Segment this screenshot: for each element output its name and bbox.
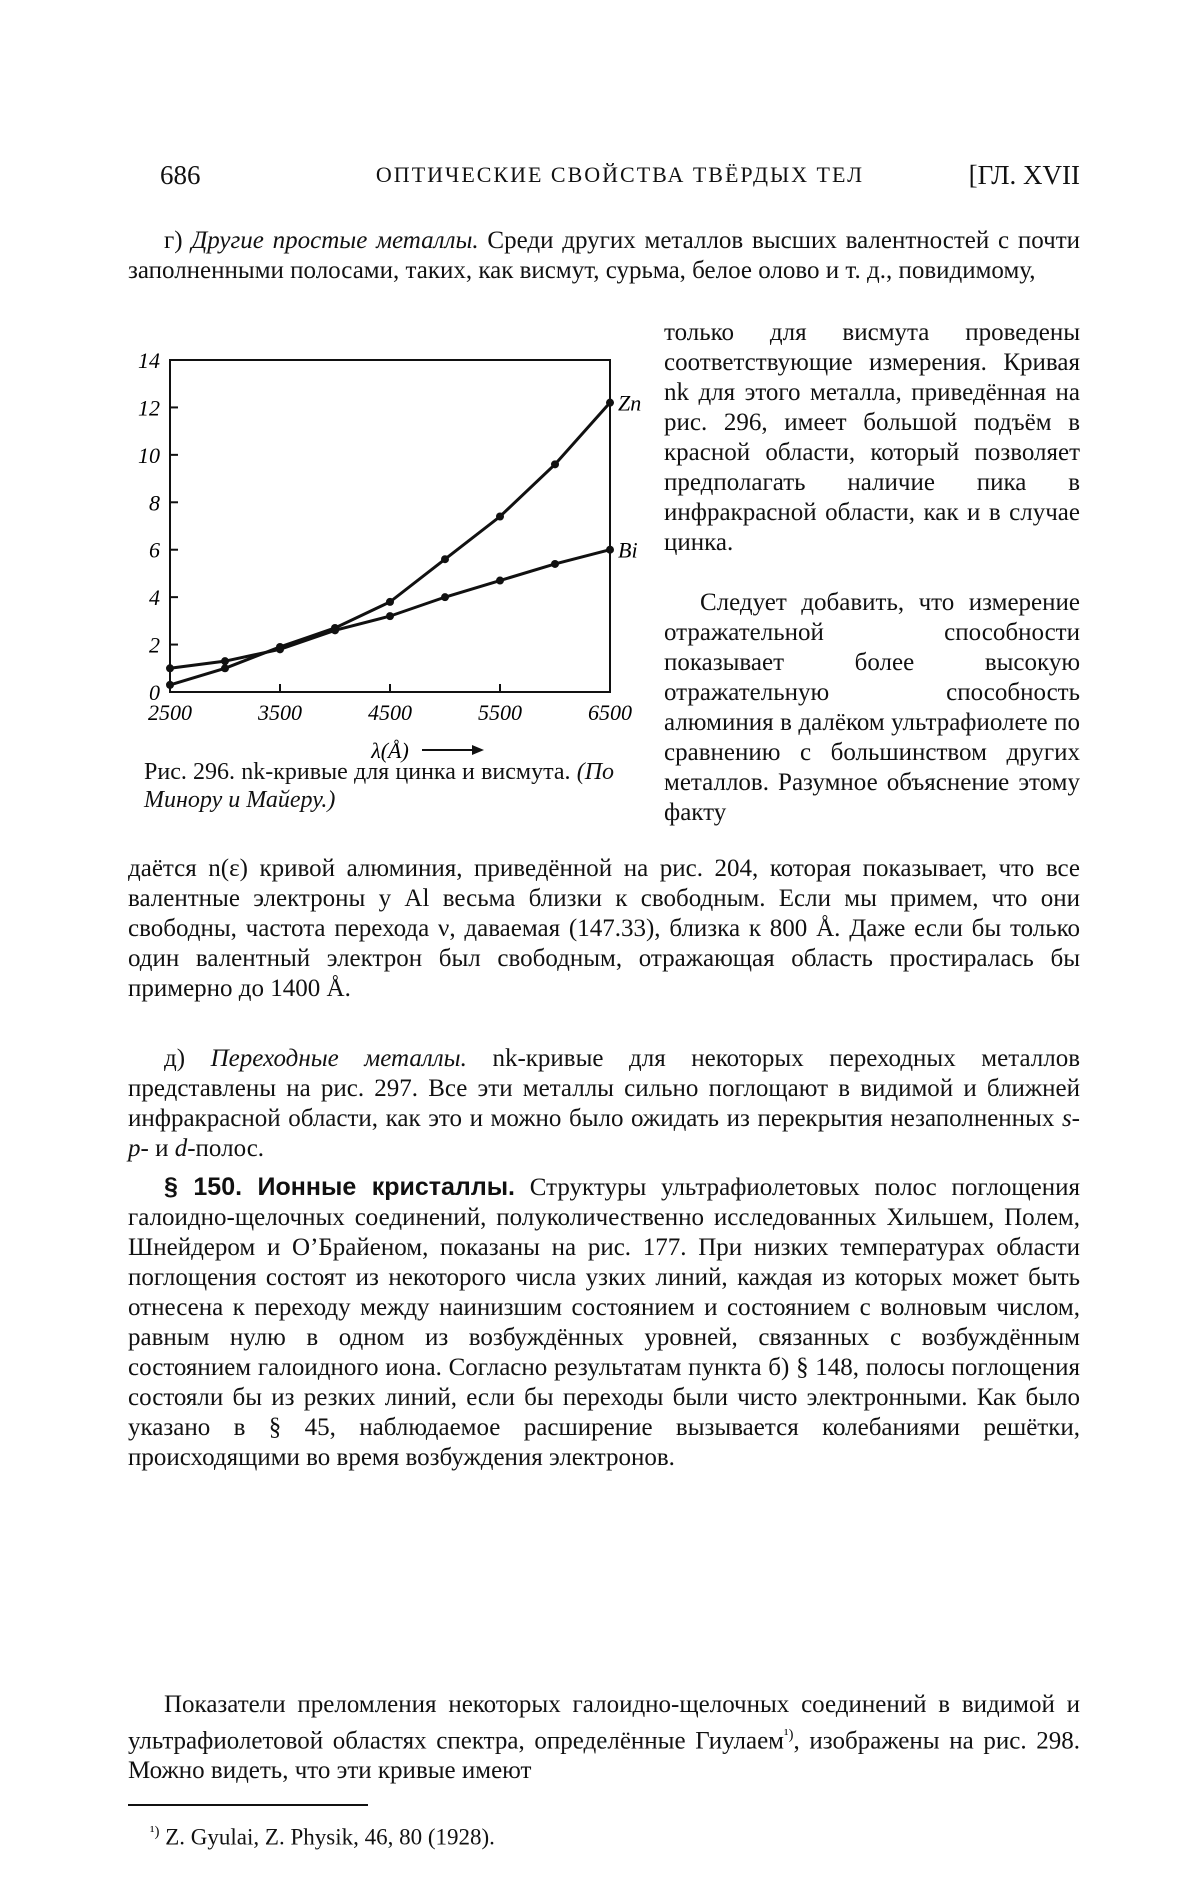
section-d-heading: Переходные металлы. <box>210 1045 467 1072</box>
y-tick-label: 14 <box>138 348 160 373</box>
y-tick-label: 8 <box>149 490 160 516</box>
figure-caption <box>144 758 614 814</box>
data-point-bi <box>166 664 174 672</box>
chapter-label: [ГЛ. XVII <box>968 160 1080 190</box>
data-point-zn <box>221 664 229 672</box>
y-tick-label: 10 <box>138 442 160 468</box>
data-point-bi <box>386 612 394 620</box>
paragraph-reflectivity-column: Следует добавить, что измерение отражательной способности показывает более высокую отражательную способность алюминия в далёком ультрафиолете по сравнению с большинством других металлов. Разумное объяснение этому факту <box>664 589 1080 826</box>
data-point-bi <box>276 645 284 653</box>
section-d-text: nk-кривые для некоторых переходных металлов представлены на рис. 297. Все эти металлы сильно поглощают в видимой и ближней инфракрасной области, как это и можно было ожидать из перекрытия незаполненных <box>128 1045 1081 1132</box>
section-g-column-text: только для висмута проведены соответствующие измерения. Кривая nk для этого металла, приведённая на рис. 296, имеет большой подъём в красной области, который позволяет предполагать наличие пика в инфракрасной области, как и в случае цинка. <box>664 319 1080 556</box>
x-axis-label: λ(Å) <box>371 738 409 763</box>
x-axis-arrowhead <box>472 745 484 755</box>
footnote-mark: ¹) <box>150 1824 160 1840</box>
y-tick-label: 12 <box>138 395 160 421</box>
figure-296 <box>120 340 642 763</box>
footnote-text: Z. Gyulai, Z. Physik, 46, 80 (1928). <box>165 1824 495 1850</box>
paragraph-refractive-index: Показатели преломления некоторых галоидно-щелочных соединений в видимой и ультрафиолетовой областях спектра, определённые Гиулаем$^{^1)}$, изображены на рис. 298. Можно видеть, что эти кривые имеют <box>128 1691 1081 1785</box>
series-line-zn <box>170 403 610 685</box>
footnote <box>150 1818 495 1852</box>
footnote-rule <box>128 1804 368 1806</box>
section-g-full-text: Среди других металлов высших валентностей с почти заполненными полосами, таких, как висмут, сурьма, белое олово и т. д., повидимому, <box>128 227 1080 284</box>
data-point-zn <box>551 460 559 468</box>
plot-frame <box>170 360 610 692</box>
data-point-bi <box>331 626 339 634</box>
paragraph-reflectivity-full: даётся n(ε) кривой алюминия, приведённой на рис. 204, которая показывает, что все валентные электроны у Al весьма близки к свободным. Если мы примем, что они свободны, частота перехода ν, даваемая (147.33), близка к 800 Å. Даже если бы только один валентный электрон был свободным, отражающая область простиралась бы примерно до 1400 Å. <box>128 855 1080 1002</box>
section-g-intro <box>128 226 1080 320</box>
y-tick-label: 4 <box>149 585 160 611</box>
x-tick-label: 6500 <box>588 700 632 725</box>
data-point-bi <box>221 657 229 665</box>
y-tick-label: 0 <box>149 680 160 705</box>
section-150-text: Структуры ультрафиолетовых полос поглощения галоидно-щелочных соединений, полуколичественно исследованных Хильшем, Полем, Шнейдером и О’Брайеном, показаны на рис. 177. При низких температурах области поглощения состоят из некоторого числа узких линий, каждая из которых может быть отнесена к переходу между наинизшим состоянием и состоянием с волновым числом, равным нулю в одном из возбуждённых уровней, связанных с возбуждённым состоянием галоидного иона. Согласно результатам пункта б) § 148, полосы поглощения состояли бы из резких линий, если бы переходы были чисто электронными. Как было указано в § 45, наблюдаемое расширение вызывается колебаниями решётки, происходящими во время возбуждения электронов. <box>128 1174 1080 1471</box>
data-point-bi <box>496 577 504 585</box>
series-label: Bi <box>618 537 638 563</box>
section-g-marker: г) <box>164 227 183 254</box>
section-d-marker: д) <box>164 1045 186 1072</box>
nk-chart <box>120 340 642 763</box>
series-line-bi <box>170 550 610 669</box>
caption-source: (По Минору и Майеру.) <box>144 759 615 813</box>
section-d: д) Переходные металлы. nk-кривые для некоторых переходных металлов представлены на рис. 297. Все эти металлы сильно поглощают в видимой и ближней инфракрасной области, как это и можно было ожидать из перекрытия незаполненных s-p- и d-полос. <box>128 1045 1081 1162</box>
term-d: d- <box>174 1135 196 1162</box>
data-point-bi <box>441 593 449 601</box>
x-tick-label: 5500 <box>478 700 522 725</box>
footnote-ref: ¹) <box>784 1727 794 1743</box>
page-header <box>160 160 1080 200</box>
data-point-zn <box>496 513 504 521</box>
x-tick-label: 3500 <box>258 700 302 725</box>
data-point-bi <box>551 560 559 568</box>
caption-number: Рис. 296. <box>144 759 236 785</box>
term-sp: s-p- <box>128 1105 1080 1162</box>
y-tick-label: 6 <box>149 537 160 563</box>
data-point-zn <box>606 399 614 407</box>
data-point-zn <box>441 555 449 563</box>
data-point-bi <box>606 546 614 554</box>
data-point-zn <box>166 681 174 689</box>
section-150-heading: § 150. Ионные кристаллы. <box>164 1173 515 1201</box>
section-g-heading: Другие простые металлы. <box>191 227 479 254</box>
section-150 <box>128 1172 1080 1473</box>
caption-text: nk-кривые для цинка и висмута. <box>241 759 571 785</box>
data-point-zn <box>386 598 394 606</box>
running-title: ОПТИЧЕСКИЕ СВОЙСТВА ТВЁРДЫХ ТЕЛ <box>375 162 865 187</box>
page-number: 686 <box>160 160 201 190</box>
x-tick-label: 2500 <box>148 700 192 725</box>
series-label: Zn <box>618 390 642 416</box>
x-tick-label: 4500 <box>368 700 412 725</box>
y-tick-label: 2 <box>149 632 160 658</box>
